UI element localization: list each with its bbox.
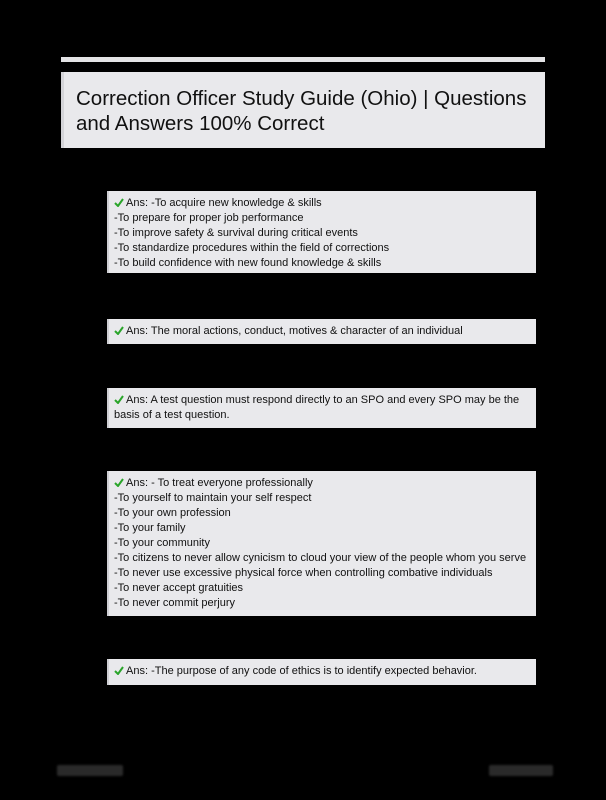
footer-page-indicator	[489, 765, 553, 776]
answer-line: -To never commit perjury	[114, 597, 236, 609]
checkmark-icon	[114, 326, 124, 335]
answer-line	[114, 393, 530, 423]
answer-box-1	[107, 191, 536, 273]
answer-line	[114, 664, 530, 679]
answer-line: -To improve safety & survival during critical events	[114, 227, 358, 239]
answer-text: Ans: - To treat everyone professionally	[126, 477, 313, 489]
answer-line	[114, 196, 530, 211]
answer-text: Ans: -To acquire new knowledge & skills	[126, 197, 322, 209]
checkmark-icon	[114, 478, 124, 487]
answer-text: Ans: The moral actions, conduct, motives & character of an individual	[126, 325, 463, 337]
checkmark-icon	[114, 198, 124, 207]
answer-line: -To build confidence with new found knowledge & skills	[114, 257, 382, 269]
footer-watermark-left	[57, 765, 123, 776]
answer-box-4	[107, 471, 536, 616]
checkmark-icon	[114, 666, 124, 675]
answer-line: -To yourself to maintain your self respect	[114, 492, 312, 504]
top-rule	[61, 57, 545, 62]
answer-line: -To never accept gratuities	[114, 582, 244, 594]
answer-line: -To prepare for proper job performance	[114, 212, 304, 224]
answer-line: -To your family	[114, 522, 186, 534]
answer-text: Ans: A test question must respond directly to an SPO and every SPO may be the basis of a test question.	[114, 394, 520, 421]
answer-line: -To your community	[114, 537, 210, 549]
checkmark-icon	[114, 395, 124, 404]
answer-line: -To never use excessive physical force when controlling combative individuals	[114, 567, 493, 579]
answer-line	[114, 476, 530, 491]
page-title: Correction Officer Study Guide (Ohio) | Questions and Answers 100% Correct	[76, 87, 527, 135]
answer-line: -To your own profession	[114, 507, 231, 519]
answer-line	[114, 324, 530, 339]
title-box	[61, 72, 545, 148]
answer-line: -To standardize procedures within the field of corrections	[114, 242, 390, 254]
answer-box-5	[107, 659, 536, 685]
answer-line: -To citizens to never allow cynicism to cloud your view of the people whom you serve	[114, 552, 527, 564]
answer-text: Ans: -The purpose of any code of ethics is to identify expected behavior.	[126, 665, 477, 677]
answer-box-2	[107, 319, 536, 344]
answer-box-3	[107, 388, 536, 428]
